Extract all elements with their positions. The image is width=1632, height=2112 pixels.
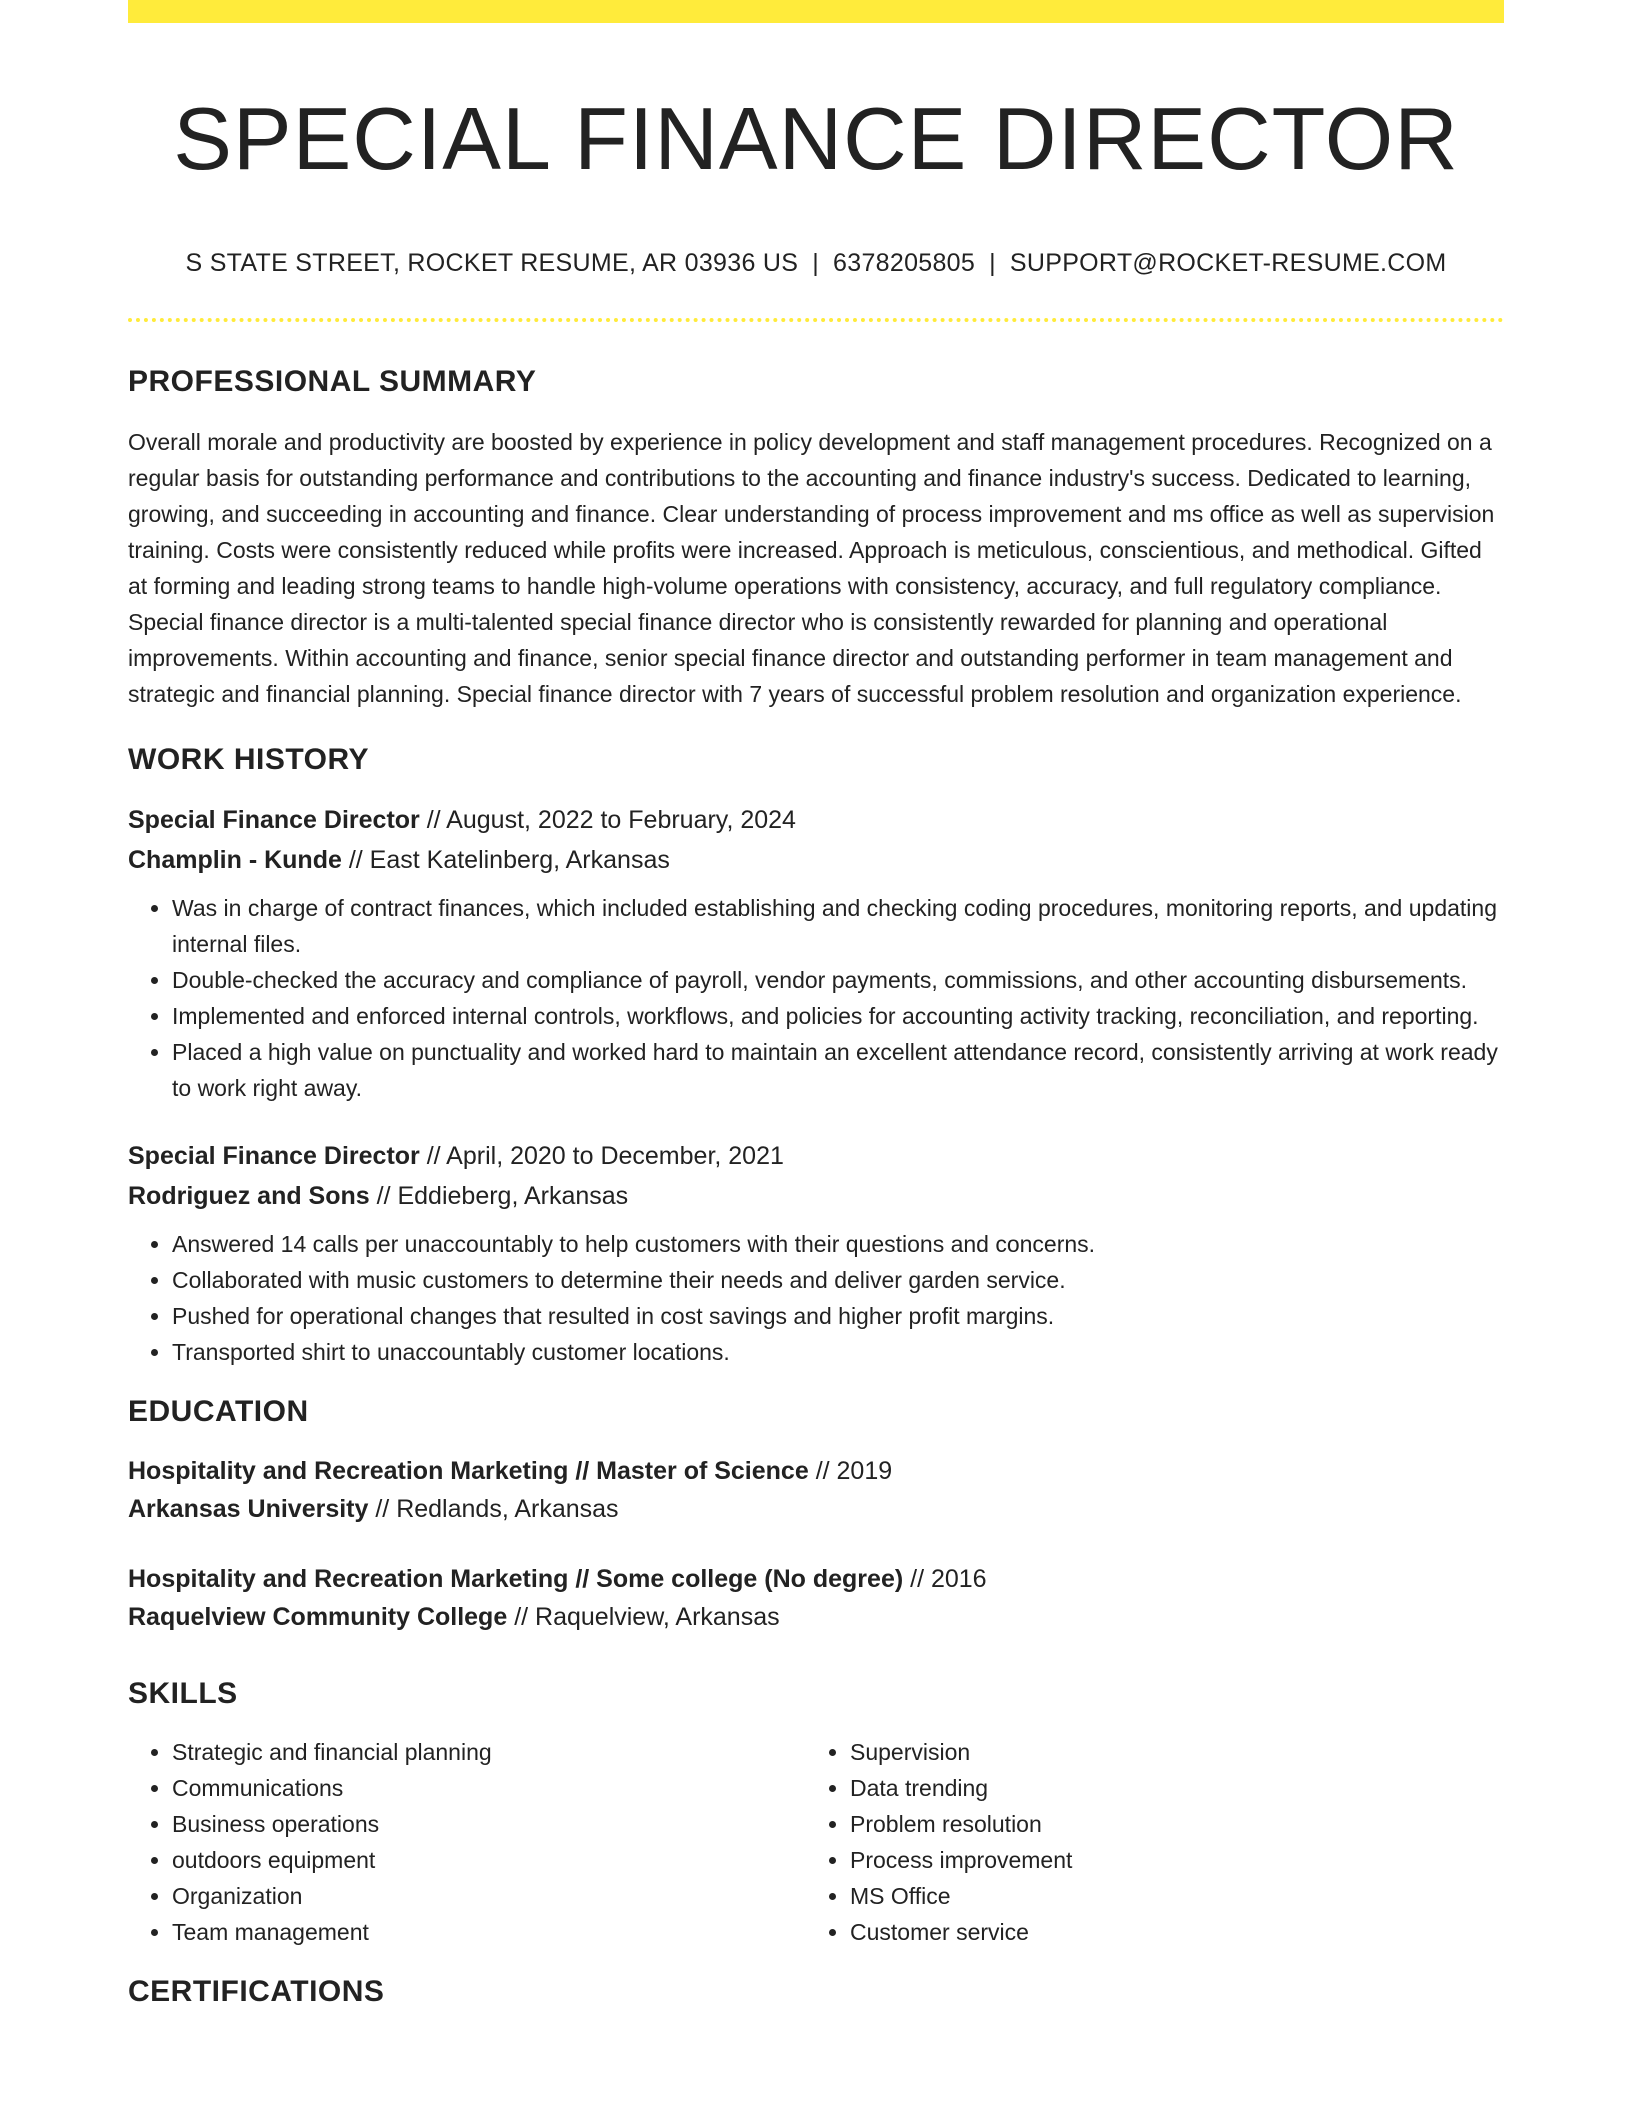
skill-item: • MS Office: [850, 1878, 1484, 1914]
resume-name: SPECIAL FINANCE DIRECTOR: [173, 89, 1459, 188]
skill-item: • Customer service: [850, 1914, 1484, 1950]
job-role: Special Finance Director: [128, 806, 420, 834]
job-dates: // August, 2022 to February, 2024: [419, 806, 796, 834]
work-entry: [128, 1136, 1504, 1370]
skill-item: • outdoors equipment: [172, 1842, 806, 1878]
job-role: Special Finance Director: [128, 1142, 420, 1170]
contact-separator: |: [812, 249, 820, 277]
job-location: // Eddieberg, Arkansas: [369, 1182, 629, 1210]
dotted-divider: [128, 318, 1504, 322]
list-item: • Implemented and enforced internal controls, workflows, and policies for accounting activity tracking, reconciliation, and reporting.: [172, 998, 1504, 1034]
education-school: Raquelview Community College: [128, 1603, 508, 1631]
skill-item: • Organization: [172, 1878, 806, 1914]
list-item: • Pushed for operational changes that resulted in cost savings and higher profit margins.: [172, 1298, 1504, 1334]
education-degree-line: [128, 1452, 1504, 1490]
education-year: // 2019: [808, 1457, 893, 1485]
education-location: // Redlands, Arkansas: [368, 1495, 619, 1523]
list-item: • Was in charge of contract finances, which included establishing and checking coding procedures, monitoring reports, and updating internal files.: [172, 890, 1504, 962]
list-item: • Collaborated with music customers to determine their needs and deliver garden service.: [172, 1262, 1504, 1298]
section-title-work-history: WORK HISTORY: [128, 743, 370, 776]
skill-item: • Data trending: [850, 1770, 1484, 1806]
education-degree-line: [128, 1560, 1504, 1598]
list-item: • Double-checked the accuracy and compliance of payroll, vendor payments, commissions, and other accounting disbursements.: [172, 962, 1504, 998]
education-location: // Raquelview, Arkansas: [507, 1603, 780, 1631]
section-title-education: EDUCATION: [128, 1395, 309, 1428]
job-company-line: [128, 840, 1504, 880]
education-school: Arkansas University: [128, 1495, 369, 1523]
list-item: • Answered 14 calls per unaccountably to help customers with their questions and concerns.: [172, 1226, 1504, 1262]
skills-grid: [128, 1734, 1504, 1950]
accent-top-bar: [128, 0, 1504, 23]
contact-separator: |: [989, 249, 996, 277]
job-title-line: [128, 1136, 1504, 1176]
education-entry: [128, 1452, 1504, 1528]
section-title-summary: PROFESSIONAL SUMMARY: [128, 365, 537, 398]
job-title-line: [128, 800, 1504, 840]
contact-line: [128, 247, 1504, 279]
education-degree: Hospitality and Recreation Marketing // Master of Science: [128, 1457, 809, 1485]
contact-address: S STATE STREET, ROCKET RESUME, AR 03936 US: [185, 249, 799, 277]
education-degree: Hospitality and Recreation Marketing // Some college (No degree): [128, 1565, 904, 1593]
job-location: // East Katelinberg, Arkansas: [341, 846, 670, 874]
education-year: // 2016: [903, 1565, 987, 1593]
education-entry: [128, 1560, 1504, 1636]
skill-item: • Communications: [172, 1770, 806, 1806]
skill-item: • Problem resolution: [850, 1806, 1484, 1842]
skills-column-left: [128, 1734, 806, 1950]
job-company: Rodriguez and Sons: [128, 1182, 370, 1210]
resume-page: [128, 0, 1504, 2012]
list-item: • Transported shirt to unaccountably customer locations.: [172, 1334, 1504, 1370]
summary-text: Overall morale and productivity are boosted by experience in policy development and staff management procedures. Recognized on a regular basis for outstanding performance and contributions to the accounting and finance industry's success. Dedicated to learning, growing, and succeeding in accounting and finance. Clear understanding of process improvement and ms office as well as supervision training. Costs were consistently reduced while profits were increased. Approach is meticulous, conscientious, and methodical. Gifted at forming and leading strong teams to handle high-volume operations with consistency, accuracy, and full regulatory compliance. Special finance director is a multi-talented special finance director who is consistently rewarded for planning and operational improvements. Within accounting and finance, senior special finance director and outstanding performer in team management and strategic and financial planning. Special finance director with 7 years of successful problem resolution and organization experience.: [128, 429, 1495, 707]
skill-item: • Process improvement: [850, 1842, 1484, 1878]
skills-column-right: [806, 1734, 1484, 1950]
job-dates: // April, 2020 to December, 2021: [419, 1142, 784, 1170]
skill-item: • Team management: [172, 1914, 806, 1950]
job-company: Champlin - Kunde: [128, 846, 342, 874]
skill-item: • Supervision: [850, 1734, 1484, 1770]
education-school-line: [128, 1598, 1504, 1636]
contact-phone[interactable]: 6378205805: [833, 249, 976, 277]
section-title-certifications: CERTIFICATIONS: [128, 1975, 385, 2008]
contact-email[interactable]: SUPPORT@ROCKET-RESUME.COM: [1009, 249, 1447, 277]
job-bullets: [128, 890, 1504, 1106]
skill-item: • Strategic and financial planning: [172, 1734, 806, 1770]
job-company-line: [128, 1176, 1504, 1216]
work-entry: [128, 800, 1504, 1106]
job-bullets: [128, 1226, 1504, 1370]
section-title-skills: SKILLS: [128, 1677, 238, 1710]
education-school-line: [128, 1490, 1504, 1528]
list-item: • Placed a high value on punctuality and worked hard to maintain an excellent attendance record, consistently arriving at work ready to work right away.: [172, 1034, 1504, 1106]
skill-item: • Business operations: [172, 1806, 806, 1842]
